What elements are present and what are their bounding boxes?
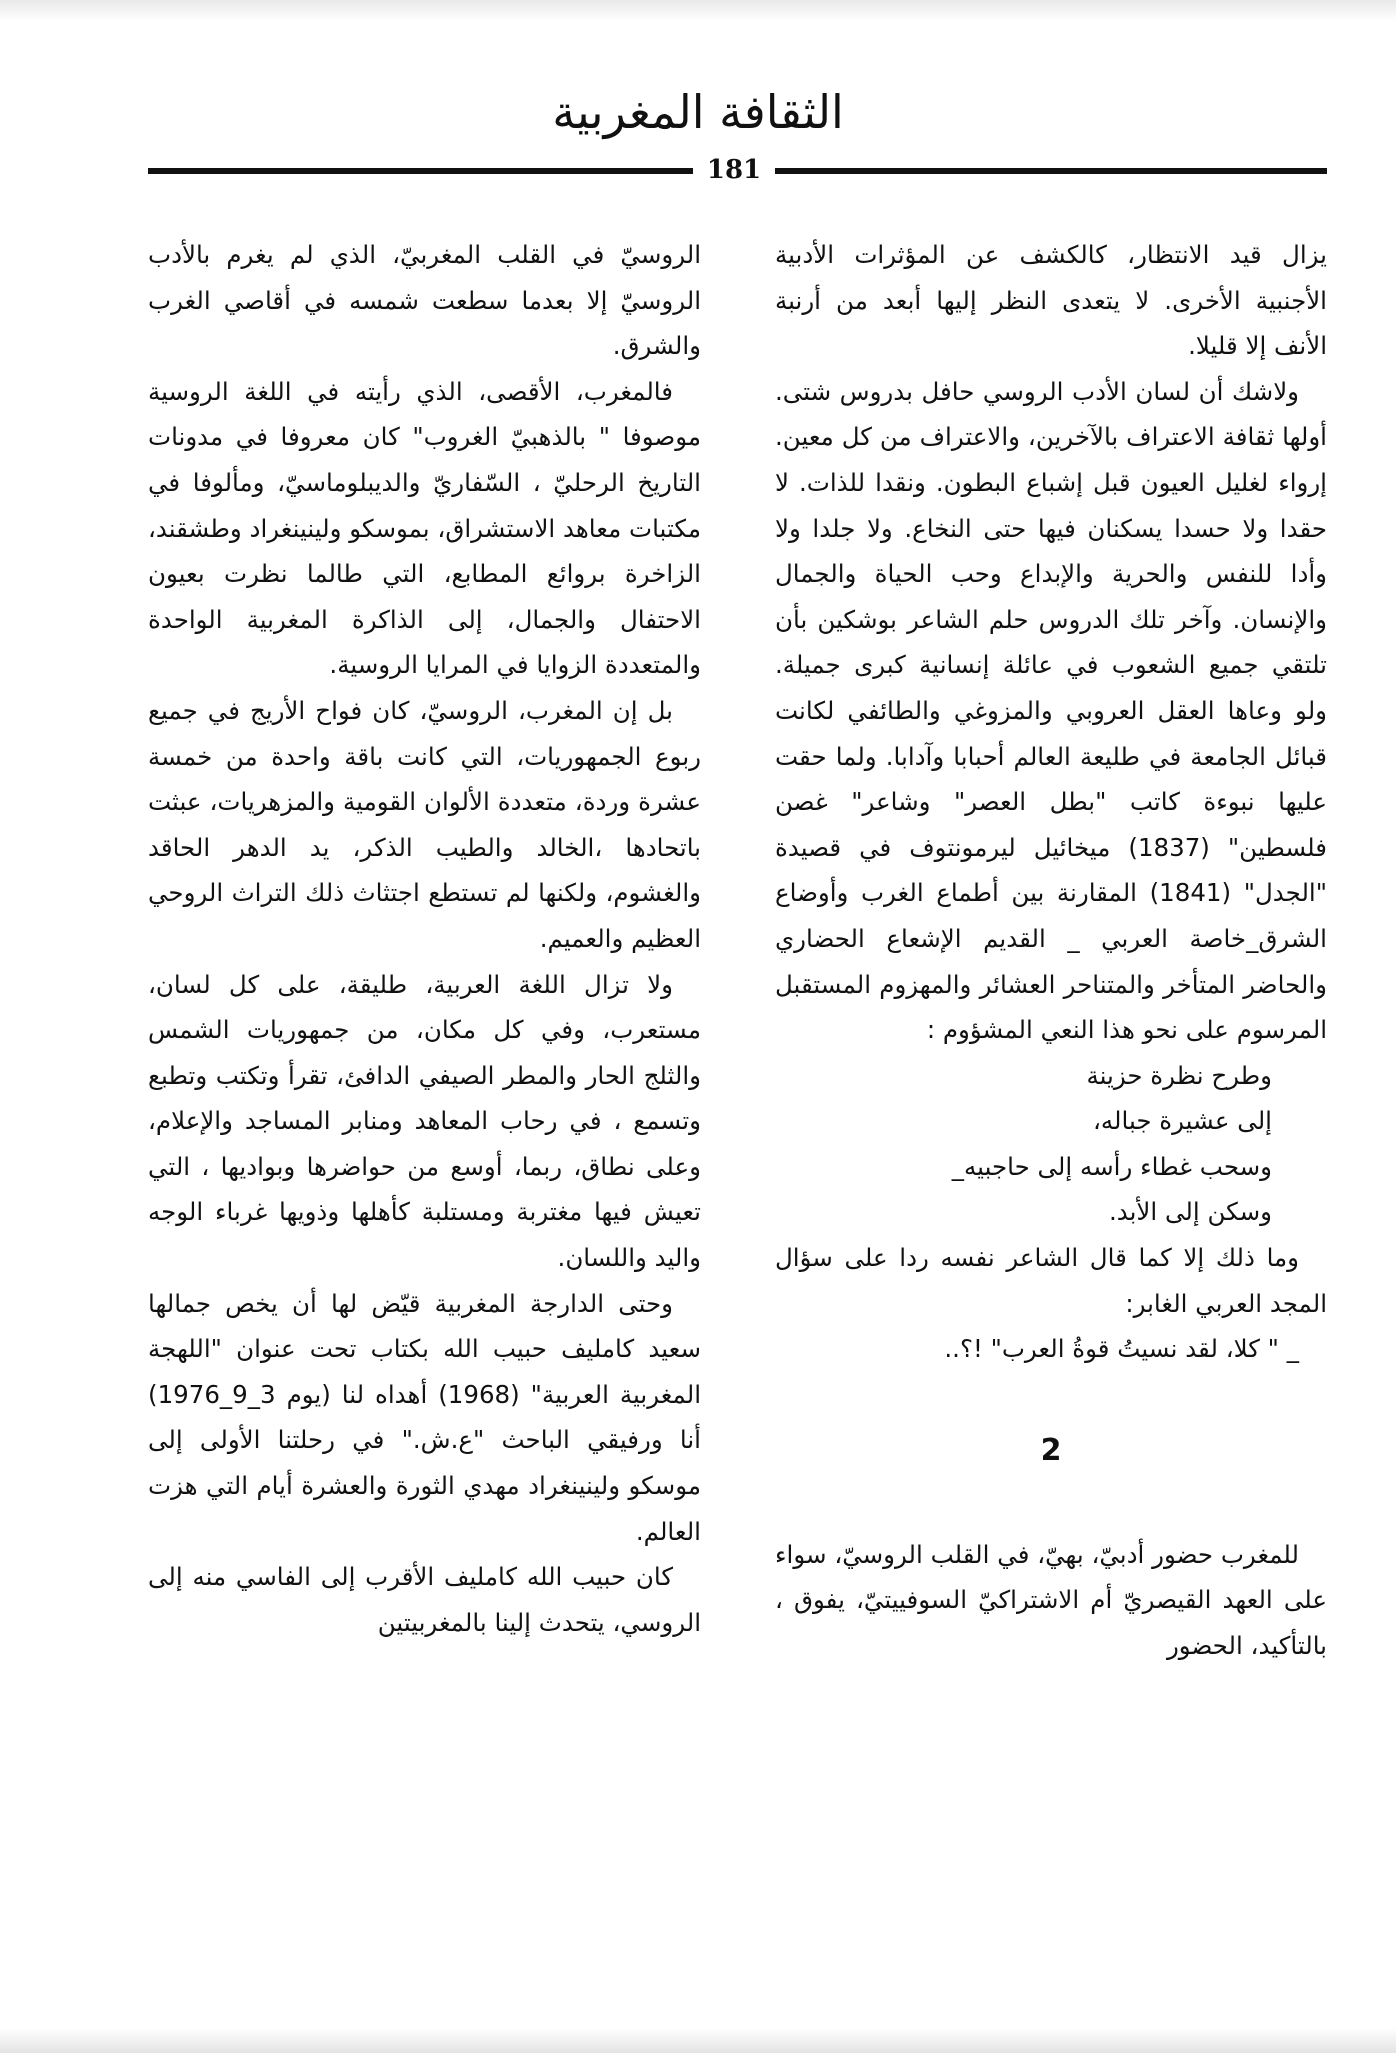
paragraph: ولا تزال اللغة العربية، طليقة، على كل لسان، مستعرب، وفي كل مكان، من جمهوريات الشمس والثلج الحار والمطر الصيفي الدافئ، تقرأ وتكتب وتطبع وتسمع ، في رحاب المعاهد ومنابر المساجد والإعلام، وعلى نطاق، ربما، أوسع من حواضرها وبواديها ، التي تعيش فيها مغتربة ومستلبة كأهلها وذويها غرباء الوجه واليد واللسان.	[148, 969, 701, 1273]
quoted-line: _ " كلا، لقد نسيتُ قوةُ العرب" !؟..	[944, 1334, 1299, 1364]
left-column	[148, 232, 701, 1645]
paragraph: للمغرب حضور أدبيّ، بهيّ، في القلب الروسيّ، سواء على العهد القيصريّ أم الاشتراكيّ السوفييتيّ، يفوق ، بالتأكيد، الحضور	[775, 1539, 1327, 1661]
paragraph: يزال قيد الانتظار، كالكشف عن المؤثرات الأدبية الأجنبية الأخرى. لا يتعدى النظر إليها أبعد من أرنبة الأنف إلا قليلا.	[775, 240, 1327, 361]
right-column	[775, 232, 1327, 1669]
page-number: 181	[706, 155, 762, 185]
running-header-title: الثقافة المغربية	[552, 85, 844, 139]
poem-line: وسحب غطاء رأسه إلى حاجبيه_	[951, 1151, 1272, 1181]
section-number: 2	[1040, 1432, 1062, 1468]
header-rule-right	[775, 168, 1327, 174]
paragraph: الروسيّ في القلب المغربيّ، الذي لم يغرم بالأدب الروسيّ إلا بعدما سطعت شمسه في أقاصي الغرب والشرق.	[148, 240, 701, 361]
paragraph: ولاشك أن لسان الأدب الروسي حافل بدروس شتى. أولها ثقافة الاعتراف بالآخرين، والاعتراف من كل معين. إرواء لغليل العيون قبل إشباع البطون. ونقدا للذات. لا حقدا ولا حسدا يسكنان فيها حتى النخاع. ولا جلدا ولا وأدا للنفس والحرية والإبداع وحب الحياة والجمال والإنسان. وآخر تلك الدروس حلم الشاعر بوشكين بأن تلتقي جميع الشعوب في عائلة إنسانية كبرى جميلة. ولو وعاها العقل العروبي والمزوغي والطائفي لكانت قبائل الجامعة في طليعة العالم أحبابا وآدابا. ولما حقت عليها نبوءة كاتب "بطل العصر" وشاعر" غصن فلسطين" (1837) ميخائيل ليرمونتوف في قصيدة "الجدل" (1841) المقارنة بين أطماع الغرب وأوضاع الشرق_خاصة العربي _ القديم الإشعاع الحضاري والحاضر المتأخر والمتناحر العشائر والمهزوم المستقبل المرسوم على نحو هذا النعي المشؤوم :	[775, 376, 1327, 1045]
paragraph: كان حبيب الله كامليف الأقرب إلى الفاسي منه إلى الروسي، يتحدث إلينا بالمغربيتين	[148, 1562, 701, 1637]
poem-line: وطرح نظرة حزينة	[1086, 1060, 1272, 1090]
paragraph: بل إن المغرب، الروسيّ، كان فواح الأريج في جميع ربوع الجمهوريات، التي كانت باقة واحدة من خمسة عشرة وردة، متعددة الألوان القومية والمزهريات، عبثت باتحادها ،الخالد والطيب الذكر، يد الدهر الحاقد والغشوم، ولكنها لم تستطع اجتثاث ذلك التراث الروحي العظيم والعميم.	[148, 695, 701, 953]
poem-line: إلى عشيرة جباله،	[1092, 1106, 1272, 1136]
poem-line: وسكن إلى الأبد.	[1108, 1197, 1272, 1227]
paragraph: فالمغرب، الأقصى، الذي رأيته في اللغة الروسية موصوفا " بالذهبيّ الغروب" كان معروفا في مدونات التاريخ الرحليّ ، السّفاريّ والديبلوماسيّ، ومألوفا في مكتبات معاهد الاستشراق، بموسكو ولينينغراد وطشقند، الزاخرة بروائع المطابع، التي طالما نظرت بعيون الاحتفال والجمال، إلى الذاكرة المغربية الواحدة والمتعددة الزوايا في المرايا الروسية.	[148, 376, 701, 680]
paragraph: وحتى الدارجة المغربية قيّض لها أن يخص جمالها سعيد كامليف حبيب الله بكتاب تحت عنوان "اللهجة المغربية العربية" (1968) أهداه لنا (يوم 3_9_1976) أنا ورفيقي الباحث "ع.ش." في رحلتنا الأولى إلى موسكو ولينينغراد مهدي الثورة والعشرة أيام التي هزت العالم.	[148, 1288, 701, 1546]
header-rule-left	[148, 168, 693, 174]
paragraph: وما ذلك إلا كما قال الشاعر نفسه ردا على سؤال المجد العربي الغابر:	[775, 1243, 1327, 1318]
